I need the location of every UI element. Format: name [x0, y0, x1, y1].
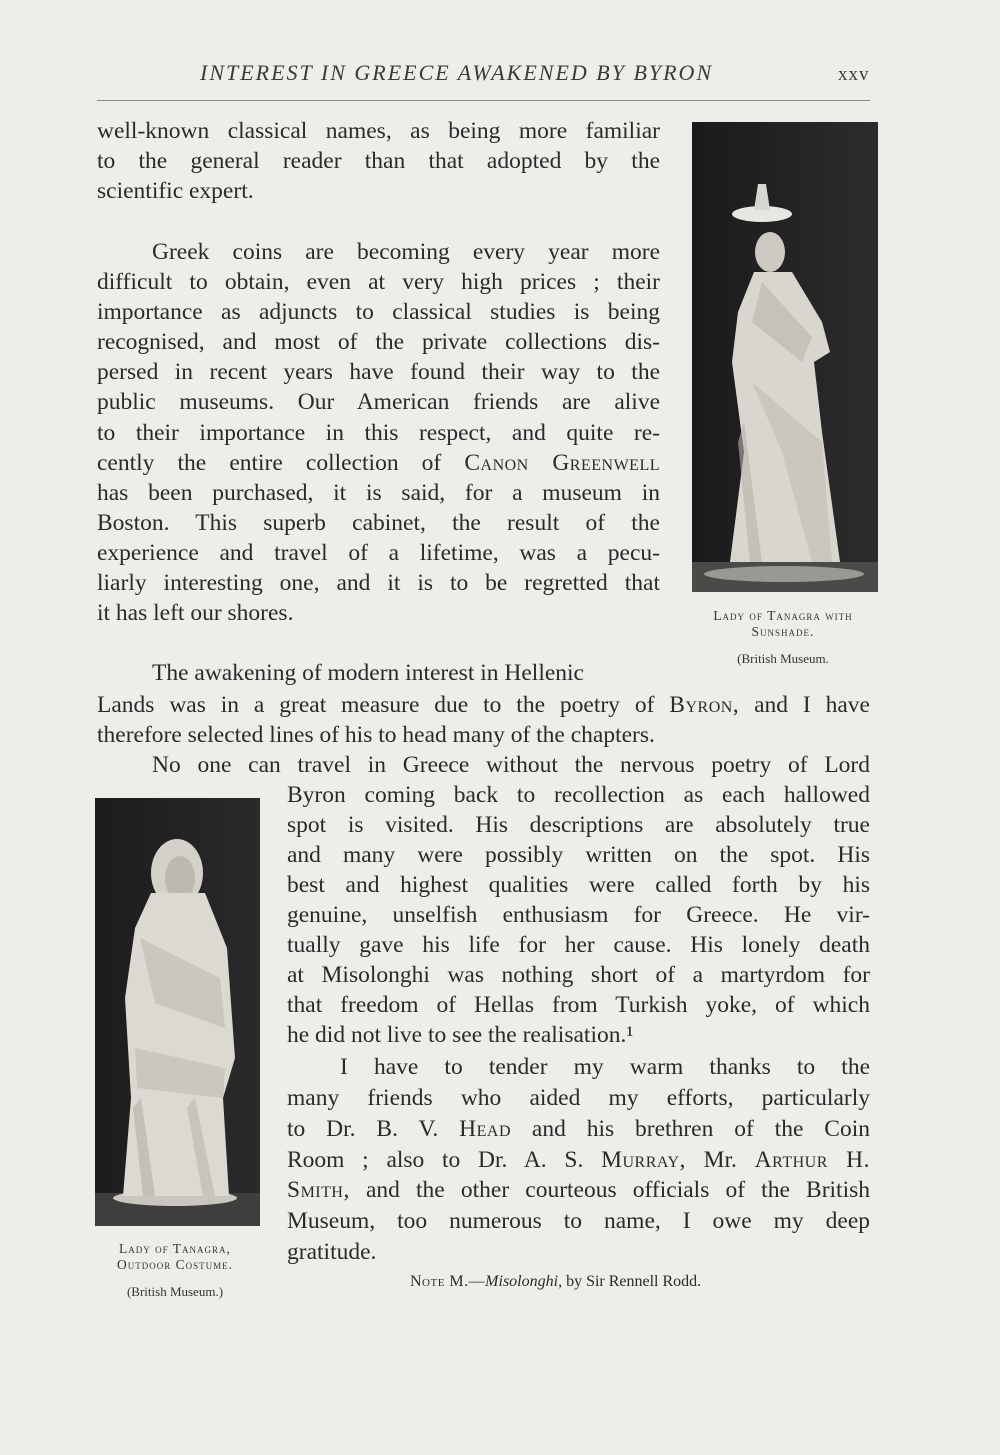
tanagra-sunshade-photo	[692, 122, 878, 592]
text-line: it has left our shores.	[97, 600, 294, 626]
text-line: liarly interesting one, and it is to be regretted that	[97, 570, 660, 596]
text-line: Smith, and the other courteous officials of the British	[287, 1177, 870, 1203]
text-line: Lands was in a great measure due to the poetry of Byron, and I have	[97, 692, 870, 718]
text-line: best and highest qualities were called forth by his	[287, 872, 870, 898]
footnote	[410, 1273, 701, 1291]
text-line: spot is visited. His descriptions are absolutely true	[287, 812, 870, 838]
figure-credit: (British Museum.)	[126, 1284, 224, 1299]
text-line: Room ; also to Dr. A. S. Murray, Mr. Arthur H.	[287, 1147, 870, 1173]
text-line: I have to tender my warm thanks to the	[340, 1054, 870, 1080]
text-line: public museums. Our American friends are alive	[97, 389, 660, 415]
footnote-title: Misolonghi,	[485, 1273, 563, 1290]
text-line: has been purchased, it is said, for a museum in	[97, 480, 660, 506]
text-line: to the general reader than that adopted by the	[97, 148, 660, 174]
text-line: difficult to obtain, even at very high prices ; their	[97, 269, 660, 295]
page-number: xxv	[838, 64, 870, 85]
text-line: No one can travel in Greece without the nervous poetry of Lord	[152, 752, 870, 778]
text-line: cently the entire collection of Canon Greenwell	[97, 450, 660, 476]
text-line: The awakening of modern interest in Hellenic	[152, 660, 584, 686]
text-line: Museum, too numerous to name, I owe my deep	[287, 1208, 870, 1234]
text-line: Greek coins are becoming every year more	[152, 239, 660, 265]
text-line: therefore selected lines of his to head many of the chapters.	[97, 722, 655, 748]
text-line: experience and travel of a lifetime, was a pecu-	[97, 540, 660, 566]
text-line: at Misolonghi was nothing short of a martyrdom for	[287, 962, 870, 988]
text-line: that freedom of Hellas from Turkish yoke, of which	[287, 992, 870, 1018]
text-line: he did not live to see the realisation.¹	[287, 1022, 634, 1048]
text-line: well-known classical names, as being more familiar	[97, 118, 660, 144]
tanagra-outdoor-costume-photo	[95, 798, 260, 1226]
header-rule	[97, 100, 870, 101]
footnote-prefix: Note M.—	[410, 1273, 486, 1290]
text-line: Boston. This superb cabinet, the result of the	[97, 510, 660, 536]
text-line: many friends who aided my efforts, particularly	[287, 1085, 870, 1111]
text-line: Byron coming back to recollection as each hallowed	[287, 782, 870, 808]
text-line: importance as adjuncts to classical studies is being	[97, 299, 660, 325]
text-line: gratitude.	[287, 1239, 377, 1265]
caption-line: Lady of Tanagra,	[119, 1241, 231, 1256]
text-line: scientific expert.	[97, 178, 254, 204]
text-line: to their importance in this respect, and quite re-	[97, 420, 660, 446]
running-title: INTEREST IN GREECE AWAKENED BY BYRON	[200, 60, 714, 85]
text-line: recognised, and most of the private collections dis-	[97, 329, 660, 355]
text-line: to Dr. B. V. Head and his brethren of the Coin	[287, 1116, 870, 1142]
caption-line: Sunshade.	[751, 624, 815, 639]
text-line: genuine, unselfish enthusiasm for Greece. He vir-	[287, 902, 870, 928]
text-line: persed in recent years have found their way to the	[97, 359, 660, 385]
figure-credit: (British Museum.	[737, 651, 829, 666]
footnote-suffix: by Sir Rennell Rodd.	[562, 1273, 702, 1290]
figure-caption	[80, 1241, 270, 1273]
caption-line: Outdoor Costume.	[116, 1257, 233, 1272]
caption-line: Lady of Tanagra with	[713, 608, 853, 623]
figure-caption	[670, 608, 896, 640]
text-line: and many were possibly written on the spot. His	[287, 842, 870, 868]
text-line: tually gave his life for her cause. His lonely death	[287, 932, 870, 958]
